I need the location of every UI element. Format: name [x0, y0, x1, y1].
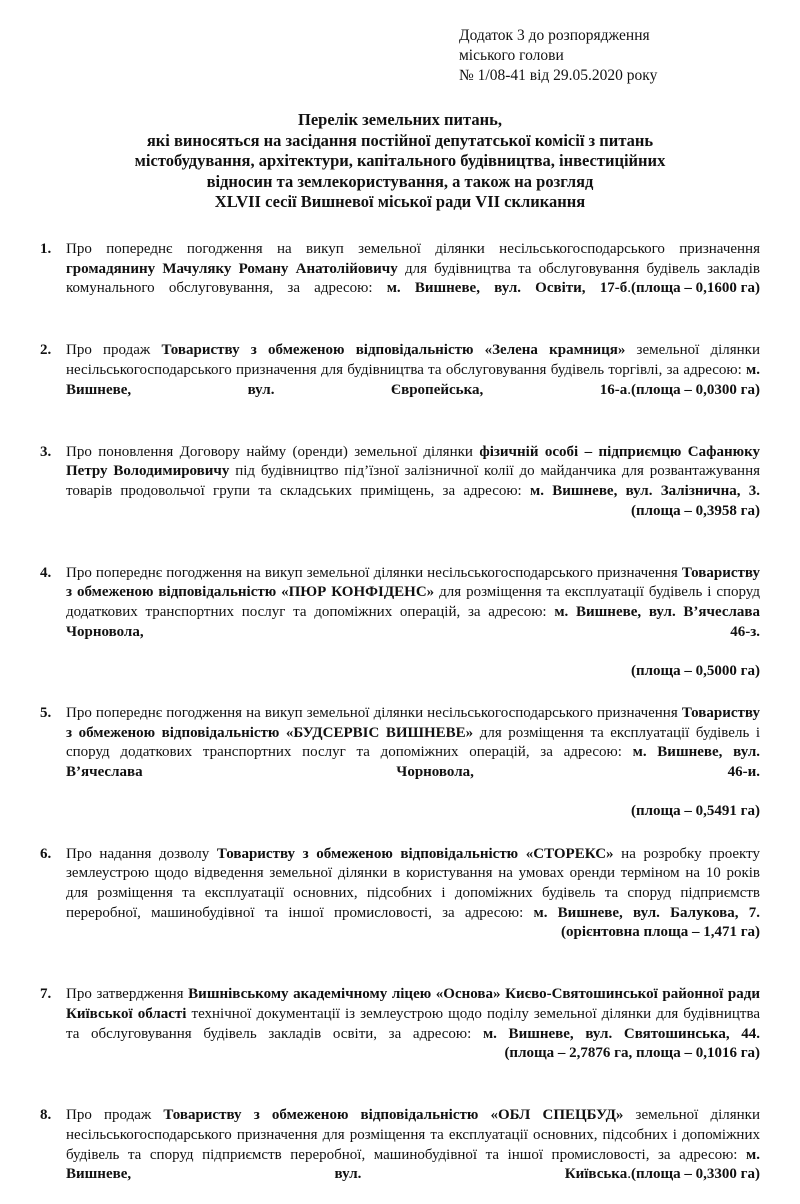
item-text-part: Про попереднє погодження на викуп земельної ділянки несільськогосподарського призначення	[66, 564, 682, 581]
list-item	[40, 443, 760, 541]
item-text	[66, 341, 760, 419]
item-subject: громадянину Мачуляку Роману Анатолійовичу	[66, 260, 398, 277]
item-number: 3.	[40, 443, 52, 460]
list-item	[40, 704, 760, 822]
title-line: містобудування, архітектури, капітального будівництва, інвестиційних	[134, 151, 666, 170]
item-address: м. Вишневе, вул. Балукова, 7.	[533, 904, 760, 921]
item-text-part: Про попереднє погодження на викуп земельної ділянки несільськогосподарського призначення	[66, 705, 682, 722]
list-item	[40, 564, 760, 682]
item-area: (площа – 0,0300 га)	[630, 381, 760, 398]
item-text-part: Про поновлення Договору найму (оренди) земельної ділянки	[66, 443, 480, 460]
title-line: Перелік земельних питань,	[298, 110, 502, 129]
item-area: (площа – 0,1600 га)	[630, 280, 760, 297]
list-item	[40, 845, 760, 963]
item-address: м. Вишневе, вул. Святошинська, 44.	[482, 1025, 760, 1042]
item-number: 1.	[40, 241, 52, 257]
item-number: 7.	[40, 986, 52, 1003]
item-text-part: для розміщення та експлуатації будівель і споруд додаткових транспортних послуг та допоміжних операцій, за адресою:	[66, 724, 760, 761]
title-line: відносин та землекористування, а також на розгляд	[206, 171, 594, 191]
land-issues-list	[40, 240, 760, 1204]
item-area: (площа – 0,3958 га)	[630, 502, 760, 519]
item-address: м. Вишневе, вул. Київська	[66, 1146, 760, 1183]
item-text-part: Про надання дозволу	[66, 845, 217, 862]
item-text-part: .	[627, 381, 631, 398]
item-text	[66, 845, 760, 963]
item-area: (орієнтовна площа – 1,471 га)	[561, 924, 760, 941]
item-subject: Товариству з обмеженою відповідальністю «ПЮР КОНФІДЕНС»	[66, 564, 760, 601]
item-subject: Товариству з обмеженою відповідальністю «Зелена крамниця»	[161, 342, 626, 359]
item-subject: фізичній особі – підприємцю Сафанюку Петру Володимировичу	[66, 443, 761, 480]
item-number: 5.	[40, 705, 52, 722]
item-area: (площа – 0,5000 га)	[630, 662, 760, 679]
item-text-part: .	[627, 280, 631, 297]
item-text	[66, 443, 760, 541]
item-text-part: для розміщення та експлуатації будівель і споруд додаткових транспортних послуг та допоміжних операцій, за адресою:	[66, 584, 760, 620]
annex-line: № 1/08-41 від 29.05.2020 року	[459, 67, 658, 84]
item-text-part: земельної ділянки несільськогосподарського призначення для розміщення та експлуатації основних, підсобних і допоміжних будівель та споруд підприємств переробної, машинобудівної та іншої промисловості, за адресою:	[66, 1107, 760, 1163]
item-number: 8.	[40, 1107, 52, 1124]
title-line: які виносяться на засідання постійної депутатської комісії з питань	[146, 130, 654, 150]
item-address: м. Вишневе, вул. Залізнична, 3.	[529, 482, 761, 499]
item-text-part: .	[627, 1166, 631, 1183]
item-subject: Вишнівському академічному ліцею «Основа» Києво-Святошинської районної ради Київської області	[66, 986, 760, 1022]
list-item	[40, 1106, 760, 1204]
item-subject: Товариству з обмеженою відповідальністю «СТОРЕКС»	[216, 845, 614, 862]
list-item	[40, 240, 760, 318]
item-number: 6.	[40, 845, 52, 862]
item-text-part: під будівництво під’їзної залізничної колії до майданчика для розвантажування товарів продовольчої групи та складських приміщень, за адресою:	[66, 463, 760, 499]
document-title	[40, 110, 760, 213]
item-area: (площа – 0,5491 га)	[630, 803, 760, 820]
title-line: XLVII сесії Вишневої міської ради VII скликання	[214, 192, 586, 211]
item-subject: Товариству з обмеженою відповідальністю «БУДСЕРВІС ВИШНЕВЕ»	[66, 705, 760, 741]
item-area: (площа – 0,3300 га)	[630, 1166, 760, 1183]
item-text	[66, 1106, 760, 1204]
item-text	[66, 240, 760, 318]
annex-reference	[459, 26, 779, 86]
annex-line: міського голови	[459, 47, 564, 64]
item-text-part: Про затвердження	[66, 986, 189, 1003]
annex-line: Додаток 3 до розпорядження	[459, 27, 650, 44]
item-address: м. Вишневе, вул. В’ячеслава Чорновола, 46-з.	[66, 603, 761, 640]
list-item	[40, 985, 760, 1083]
item-text-part: технічної документації із землеустрою щодо поділу земельної ділянки для будівництва та обслуговування будівель закладів освіти, за адресою:	[66, 1006, 760, 1042]
item-text-part: Про продаж	[66, 1107, 164, 1124]
item-address: м. Вишневе, вул. В’ячеслава Чорновола, 46-и.	[66, 744, 761, 781]
item-text	[66, 985, 760, 1083]
item-number: 2.	[40, 342, 52, 359]
item-text	[66, 704, 760, 802]
item-text-part: земельної ділянки несільськогосподарського призначення для будівництва та обслуговування будівель торгівлі, за адресою:	[66, 342, 761, 378]
item-text-part: Про продаж	[66, 342, 162, 359]
list-item	[40, 341, 760, 419]
item-address: м. Вишневе, вул. Освіти, 17-б	[386, 280, 628, 297]
item-area: (площа – 2,7876 га, площа – 0,1016 га)	[504, 1045, 760, 1062]
item-text-part: Про попереднє погодження на викуп земельної ділянки несільськогосподарського призначення	[66, 241, 760, 257]
item-text-part: на розробку проекту землеустрою щодо відведення земельної ділянки в користування на умовах оренди терміном на 10 років для розміщення та експлуатації основних, підсобних і допоміжних будівель та споруд підприємств переробної, машинобудівної та іншої промисловості, за адресою:	[66, 845, 760, 921]
item-address: м. Вишневе, вул. Європейська, 16-а	[66, 361, 760, 398]
item-subject: Товариству з обмеженою відповідальністю «ОБЛ СПЕЦБУД»	[163, 1107, 624, 1124]
item-text	[66, 564, 760, 662]
item-number: 4.	[40, 564, 52, 581]
item-text-part: для будівництва та обслуговування будівель закладів комунального обслуговування, за адресою:	[66, 260, 761, 297]
